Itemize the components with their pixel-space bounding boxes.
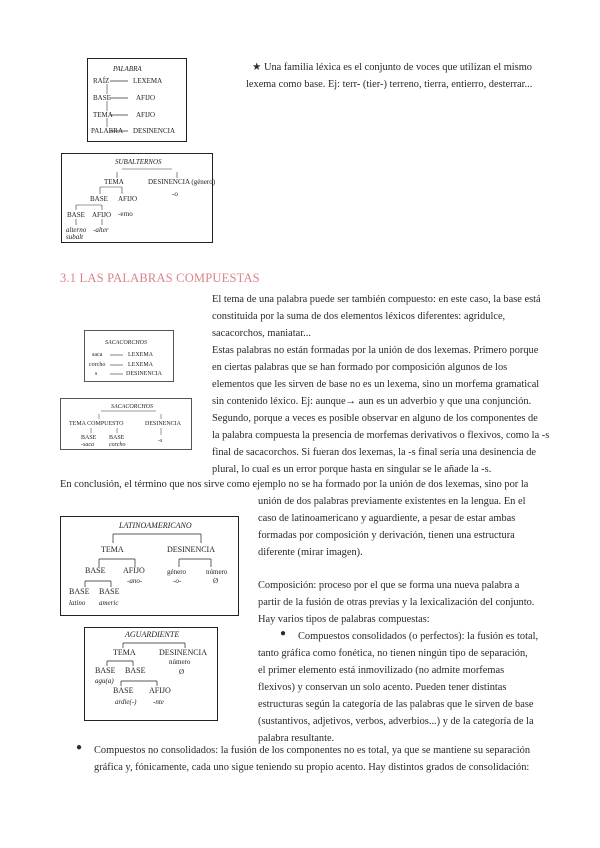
diagram6-title: AGUARDIENTE bbox=[125, 630, 180, 639]
bullet-1-line: flexivos) y conservan un solo acento. Pueden tener distintas bbox=[258, 682, 507, 693]
diagram5-leaf-a: latino bbox=[69, 599, 86, 607]
diagram2-afijo-sub: -erno bbox=[118, 210, 133, 218]
conclusion-text bbox=[258, 493, 558, 561]
diagram4-base1: BASE bbox=[81, 435, 97, 441]
para1-line: Estas palabras no están formadas por la unión de dos lexemas. Primero porque bbox=[212, 345, 539, 356]
para1-line: El tema de una palabra puede ser también compuesto: en este caso, la base está bbox=[212, 294, 541, 305]
diagram2-title: SUBALTERNOS bbox=[115, 158, 162, 166]
para1-line: la palabra compuesta la presencia de morfemas derivativos o flexivos, como la -s bbox=[212, 430, 550, 441]
diagram2-afijo2: AFIJO bbox=[92, 211, 112, 219]
diagram6-leaf-b: -nte bbox=[153, 698, 164, 706]
diagram4-leaf2: corcho bbox=[109, 442, 126, 448]
diagram5-base-b: BASE bbox=[99, 587, 120, 596]
para1-line: sacacorchos, maniatar... bbox=[212, 328, 311, 339]
bullet-1-line: Compuestos consolidados (o perfectos): la fusión es total, bbox=[298, 631, 539, 642]
diagram5-leaf-b: americ bbox=[99, 599, 119, 607]
diagram-sacacorchos-estructura bbox=[60, 398, 192, 450]
diagram1-left-4: PALABRA bbox=[91, 127, 124, 135]
diagram1-right-3: AFIJO bbox=[136, 111, 156, 119]
bullet-1-line: palabra resultante. bbox=[258, 733, 335, 744]
diagram4-leaf1: -saca bbox=[81, 442, 94, 448]
bullet-1-line: tanto gráfica como fonética, no tienen ningún tipo de separación, bbox=[258, 648, 528, 659]
diagram6-numero: número bbox=[169, 658, 191, 666]
diagram2-afijo: AFIJO bbox=[118, 195, 138, 203]
diagram6-base: BASE bbox=[95, 666, 116, 675]
para1-line: Segundo, porque a veces es posible observar en alguno de los componentes de bbox=[212, 413, 538, 424]
conclusion-line: formadas por composición y derivación, tienen una estructura bbox=[258, 530, 515, 541]
diagram5-afijo-sub: -ano- bbox=[127, 577, 143, 585]
diagram2-desinencia: DESINENCIA (género) bbox=[148, 178, 216, 186]
diagram2-tema: TEMA bbox=[104, 178, 124, 186]
composicion-line: Hay varios tipos de palabras compuestas: bbox=[258, 614, 430, 625]
diagram3-left-2: corcho bbox=[89, 362, 106, 368]
para1-line: final de sacacorchos. Si fueran dos lexemas, la -s final sería una desinencia de bbox=[212, 447, 537, 458]
composicion-line: Composición: proceso por el que se forma una nueva palabra a bbox=[258, 580, 520, 591]
diagram5-desinencia: DESINENCIA bbox=[167, 545, 215, 554]
para1-line: elementos que les sirven de base no es un lexema, sino un morfema gramatical bbox=[212, 379, 540, 390]
diagram2-leaf1b: subalt bbox=[66, 233, 84, 241]
intro-text bbox=[246, 59, 552, 93]
diagram1-left-1: RAÍZ bbox=[93, 77, 110, 85]
diagram6-tema: TEMA bbox=[113, 648, 136, 657]
diagram4-tema: TEMA COMPUESTO bbox=[69, 421, 124, 427]
bullet-2-icon: ● bbox=[76, 742, 83, 753]
conclusion-line: diferente (mirar imagen). bbox=[258, 547, 363, 558]
diagram-sacacorchos-lexemas bbox=[84, 330, 174, 382]
para1-line: plural, lo cual es un error porque hasta en singular se le añade la -s. bbox=[212, 464, 492, 475]
diagram3-right-1: LEXEMA bbox=[128, 352, 153, 358]
diagram1-left-2: BASE bbox=[93, 94, 111, 102]
diagram5-numero-sub: Ø bbox=[213, 577, 219, 585]
diagram-latinoamericano bbox=[60, 516, 239, 616]
bullet-2-text bbox=[94, 742, 564, 776]
diagram2-base2: BASE bbox=[67, 211, 85, 219]
diagram1-right-1: LEXEMA bbox=[133, 77, 163, 85]
diagram6-afijo: AFIJO bbox=[149, 686, 171, 695]
diagram1-left-3: TEMA bbox=[93, 111, 113, 119]
conclusion-line: caso de latinoamericano y aguardiente, a pesar de estar ambas bbox=[258, 513, 516, 524]
diagram5-genero-sub: -o- bbox=[173, 577, 182, 585]
diagram5-afijo: AFIJO bbox=[123, 566, 145, 575]
diagram5-title: LATINOAMERICANO bbox=[119, 521, 192, 530]
diagram6-base-a: BASE bbox=[113, 686, 134, 695]
paragraph-compuestos bbox=[212, 291, 562, 478]
bullet-1-line: el primer elemento está inmovilizado (no admite morfemas bbox=[258, 665, 505, 676]
composicion-line: partir de la fusión de otras previas y la lexicalización del conjunto. bbox=[258, 597, 535, 608]
diagram4-base2: BASE bbox=[109, 435, 125, 441]
diagram3-left-3: s bbox=[95, 371, 98, 377]
diagram2-leaf1: alterno bbox=[66, 226, 87, 234]
diagram1-right-2: AFIJO bbox=[136, 94, 156, 102]
para1-line: sin contenido léxico. Ej: aunque→ aun es un adverbio y que una conjunción. bbox=[212, 396, 532, 407]
diagram4-title: SACACORCHOS bbox=[111, 404, 153, 410]
diagram5-base: BASE bbox=[85, 566, 106, 575]
diagram2-base: BASE bbox=[90, 195, 108, 203]
diagram6-base2: BASE bbox=[125, 666, 146, 675]
diagram6-base-sub: agu(a) bbox=[95, 677, 114, 685]
diagram-subalterno bbox=[61, 153, 216, 243]
diagram6-numero-sub: Ø bbox=[179, 668, 185, 676]
diagram6-desinencia: DESINENCIA bbox=[159, 648, 207, 657]
diagram1-title: PALABRA bbox=[113, 65, 142, 73]
intro-line-2: lexema como base. Ej: terr- (tier-) terreno, tierra, entierro, desterrar... bbox=[246, 79, 533, 90]
diagram5-numero: número bbox=[206, 568, 228, 576]
diagram2-desinencia-sub: -o bbox=[172, 190, 178, 198]
bullet-1-line: estructuras según la categoría de las palabras que le sirven de base bbox=[258, 699, 534, 710]
star-icon: ★ bbox=[252, 62, 262, 73]
bullet-1-line: (sustantivos, adjetivos, verbos, adverbios...) y de la categoría de la bbox=[258, 716, 534, 727]
diagram3-right-3: DESINENCIA bbox=[126, 371, 162, 377]
composicion-text bbox=[258, 577, 558, 628]
bullet-2-line: Compuestos no consolidados: la fusión de los componentes no es total, ya que se mantiene su separación bbox=[94, 745, 531, 756]
diagram4-leaf3: -s bbox=[158, 438, 163, 444]
para1-line: en ciertas palabras que se han formado por composición algunos de los bbox=[212, 362, 508, 373]
bullet-2-line: gráfica y, fónicamente, cada uno sigue teniendo su propio acento. Hay distintos grados de consolidación: bbox=[94, 762, 530, 773]
conclusion-line: unión de dos palabras previamente existentes en la lengua. En el bbox=[258, 496, 526, 507]
diagram2-leaf2: -alter bbox=[93, 226, 109, 234]
bullet-1-text bbox=[258, 628, 558, 747]
diagram-palabra bbox=[87, 58, 187, 142]
diagram3-title: SACACORCHOS bbox=[105, 340, 147, 346]
intro-line-1: Una familia léxica es el conjunto de voces que utilizan el mismo bbox=[263, 62, 532, 73]
conclusion-first-line: En conclusión, el término que nos sirve como ejemplo no se ha formado por la unión de dos lexemas, sino por la bbox=[60, 479, 529, 490]
diagram6-leaf-a: ardie(-) bbox=[115, 698, 137, 706]
diagram3-right-2: LEXEMA bbox=[128, 362, 153, 368]
diagram5-base-a: BASE bbox=[69, 587, 90, 596]
diagram-aguardiente bbox=[84, 627, 218, 721]
diagram5-tema: TEMA bbox=[101, 545, 124, 554]
bullet-1-icon: ● bbox=[280, 628, 287, 639]
diagram1-right-4: DESINENCIA bbox=[133, 127, 175, 135]
diagram3-left-1: saca bbox=[92, 352, 103, 358]
diagram4-desinencia: DESINENCIA bbox=[145, 421, 181, 427]
diagram5-genero: género bbox=[167, 568, 187, 576]
para1-line: constituida por la suma de dos elementos léxicos diferentes: agridulce, bbox=[212, 311, 506, 322]
section-title: 3.1 LAS PALABRAS COMPUESTAS bbox=[60, 271, 260, 285]
